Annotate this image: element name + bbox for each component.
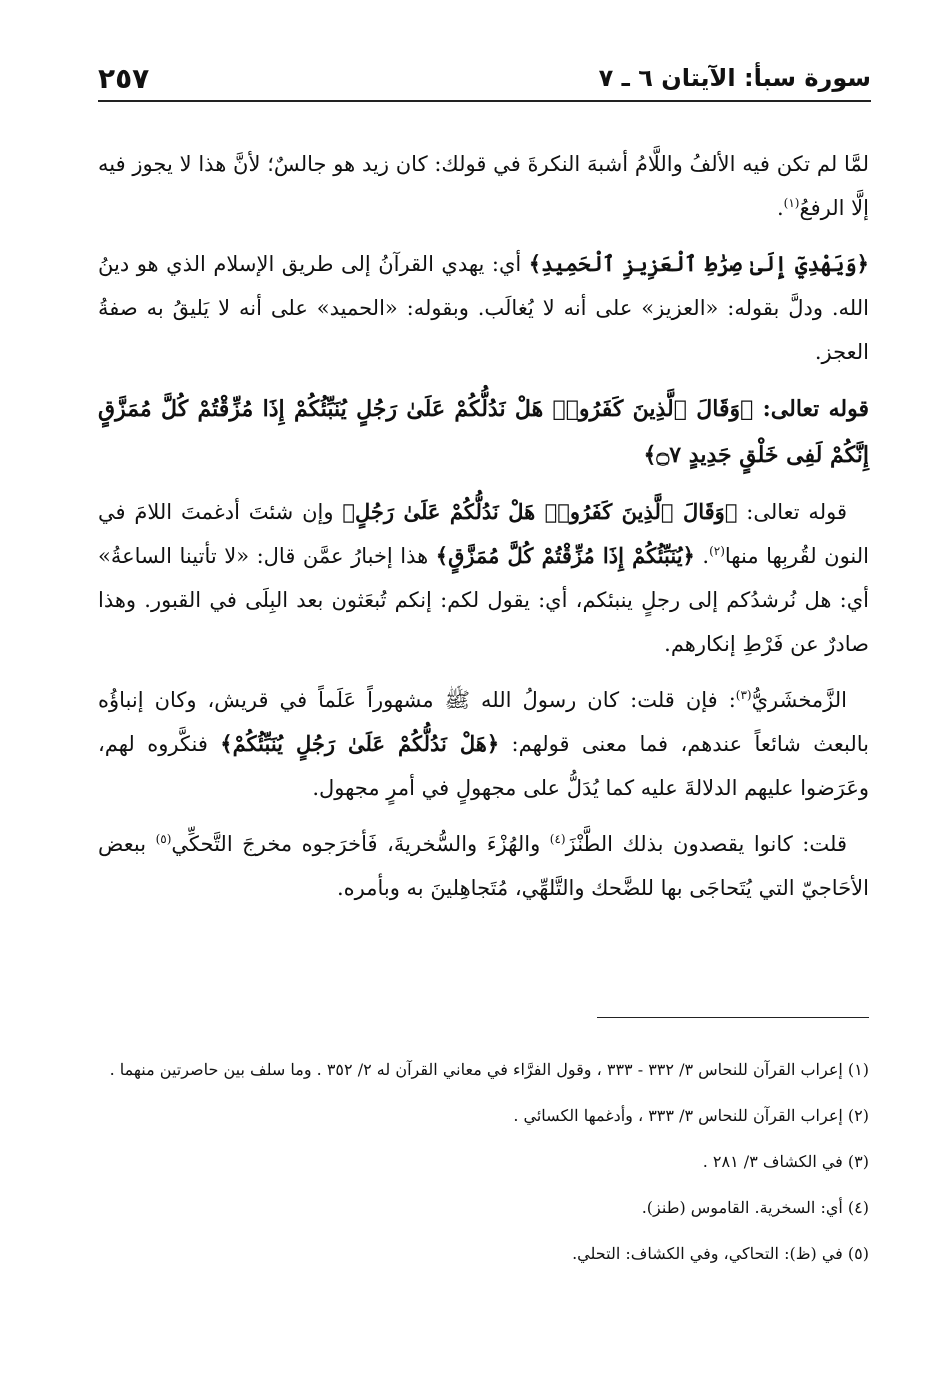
paragraph-text: ببعض الأحَاجيّ التي يُتَحاجَى بها للضَّحك والتَّلهِّي، مُتَجاهِلينَ به وبأمره. — [98, 832, 869, 900]
footnote-2: (٢) إعراب القرآن للنحاس ٣/ ٣٣٣ ، وأدغمها الكسائي . — [513, 1106, 869, 1125]
paragraph-text: أي: يهدي القرآنُ إلى طريق الإسلام الذي هو دينُ الله. ودلَّ بقوله: «العزيز» على أنه لا يُغالَب. وبقوله: «الحميد» على أنه لا يَليقُ به صفةُ العجز. — [98, 252, 869, 364]
footnote-ref: (٢) — [709, 544, 725, 558]
footnote-1: (١) إعراب القرآن للنحاس ٣/ ٣٣٢ - ٣٣٣ ، وقول الفرَّاء في معاني القرآن له ٢/ ٣٥٢ . وما سلف بين حاصرتين منهما . — [109, 1060, 869, 1079]
footnote-ref: (٥) — [155, 832, 172, 846]
footnote-3: (٣) في الكشاف ٣/ ٢٨١ . — [702, 1152, 869, 1171]
paragraph-text: قوله تعالى: — [737, 500, 847, 524]
footnote-ref: (٣) — [735, 688, 752, 702]
footnote-5: (٥) في (ظ): التحاكي، وفي الكشاف: التحلي. — [572, 1244, 869, 1263]
main-text — [98, 142, 869, 922]
page-title: سورة سبأ: الآيتان ٦ ـ ٧ — [598, 64, 871, 92]
paragraph-2 — [98, 242, 869, 374]
footnotes — [98, 1054, 869, 1284]
verse-text: ﴿وَقَالَ ٱلَّذِينَ كَفَرُوا۟ هَلْ نَدُلُّكُمْ عَلَىٰ رَجُلٍ يُنَبِّئُكُمْ إِذَا مُزِّقْتُمْ كُلَّ مُمَزَّقٍ إِنَّكُمْ لَفِى خَلْقٍ جَدِيدٍ ۝٧﴾ — [98, 396, 869, 468]
verse-label: قوله تعالى: — [753, 396, 869, 422]
quran-quote: ﴿هَلْ نَدُلُّكُمْ عَلَىٰ رَجُلٍ يُنَبِّئُكُمْ﴾ — [220, 731, 500, 756]
paragraph-4 — [98, 490, 869, 666]
paragraph-text: فنكَّروه لهم، وعَرَضوا عليهم الدلالةَ عليه كما يُدَلُّ على مجهولٍ في أمرٍ مجهول. — [98, 732, 869, 800]
footnote-ref: (٤) — [549, 832, 566, 846]
quran-quote: ﴿وَيَهْدِيٓ إِلَىٰ صِرَٰطِ ٱلْعَزِيزِ ٱلْحَمِيدِ﴾ — [528, 251, 869, 276]
paragraph-1 — [98, 142, 869, 230]
paragraph-text: : فإن قلت: كان رسولُ الله ﷺ مشهوراً عَلَماً في قريش، وكان إنباؤُه بالبعث شائعاً عندهم، فما معنى قولهم: — [98, 688, 870, 756]
quran-quote: ﴿يُنَبِّئُكُمْ إِذَا مُزِّقْتُمْ كُلَّ مُمَزَّقٍ﴾ — [435, 543, 695, 568]
paragraph-text: . — [694, 544, 710, 568]
verse-heading — [98, 386, 869, 478]
paragraph-text: هذا إخبارُ عمَّن قال: «لا تأتينا الساعةُ» أي: هل نُرشدُكم إلى رجلٍ ينبئكم، أي: يقول لكم: إنكم تُبعَثون بعد البِلَى في القبور. وهذا صادرٌ عن فَرْطِ إنكارهم. — [98, 544, 869, 656]
page-number: ٢٥٧ — [98, 62, 150, 95]
paragraph-5 — [98, 678, 869, 810]
paragraph-end: . — [776, 196, 784, 220]
quran-quote: ﴿وَقَالَ ٱلَّذِينَ كَفَرُوا۟ هَلْ نَدُلُّكُمْ عَلَىٰ رَجُلٍ﴾ — [342, 499, 738, 524]
author-name: الزَّمخشَريُّ — [751, 688, 847, 712]
paragraph-text: والهُزْءَ والسُّخريةَ، فَأخرَجوه مخرجَ التَّحكِّي — [171, 832, 550, 856]
paragraph-6 — [98, 822, 869, 910]
footnote-4: (٤) أي: السخرية. القاموس (طنز). — [641, 1198, 869, 1217]
footnote-ref: (١) — [783, 196, 800, 210]
paragraph-text: قلت: كانوا يقصدون بذلك الطَّنْزَ — [565, 832, 847, 856]
paragraph-text: لمَّا لم تكن فيه الألفُ واللَّامُ أشبهَ النكرةَ في قولك: كان زيد هو جالسٌ؛ لأنَّ هذا لا يجوز فيه إلَّا الرفعُ — [98, 152, 869, 220]
paragraph-text: وإن شئتَ أدغمتَ اللامَ في النون لقُربِها منها — [98, 500, 870, 568]
footnote-separator — [597, 1017, 869, 1018]
page-header — [98, 62, 871, 102]
